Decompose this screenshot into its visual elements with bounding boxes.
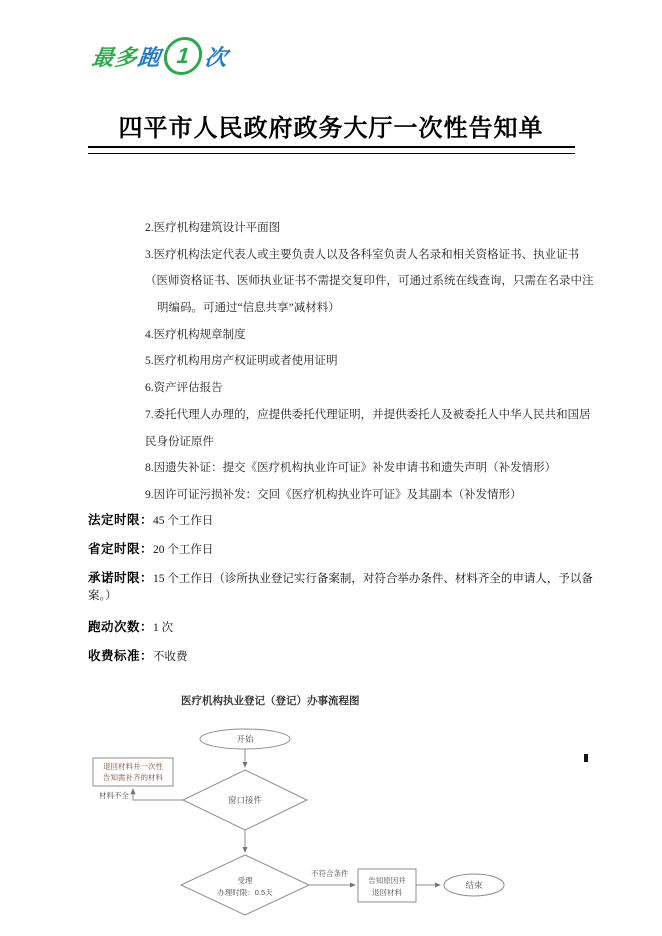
label-row-statutory <box>88 512 580 530</box>
stray-mark <box>584 754 588 762</box>
label-name: 跑动次数： <box>88 620 154 634</box>
list-item: 3.医疗机构法定代表人或主要负责人以及各科室负责人名录和相关资格证书、执业证书 <box>145 248 580 261</box>
flowchart-title: 医疗机构执业登记（登记）办事流程图 <box>181 696 360 707</box>
list-item: 2.医疗机构建筑设计平面图 <box>145 222 281 234</box>
title-divider <box>88 146 575 154</box>
list-item: 民身份证原件 <box>145 435 214 448</box>
list-item: 明编码。可通过“信息共享”减材料） <box>157 302 340 315</box>
requirements-list <box>145 215 594 509</box>
flow-notify-label-line2: 退回材料 <box>372 888 402 897</box>
flow-end-label: 结束 <box>465 880 483 890</box>
label-value: 20 个工作日 <box>153 544 214 556</box>
label-row-trips <box>88 619 580 637</box>
list-item: 4.医疗机构规章制度 <box>145 328 246 341</box>
label-value: 1 次 <box>153 622 174 634</box>
flow-decision1-label: 窗口接件 <box>227 795 263 805</box>
logo-text-pao: 跑 <box>136 44 163 70</box>
flow-decision2-node <box>181 855 309 915</box>
label-name: 承诺时限： <box>88 571 154 585</box>
label-value-wrap: 案。） <box>88 590 117 602</box>
list-item: 8.因遗失补证：提交《医疗机构执业许可证》补发申请书和遗失声明（补发情形） <box>145 462 557 475</box>
flow-edge-label-incomplete: 材料不全 <box>99 791 129 800</box>
flow-arrow-decision1-to-reject <box>133 789 183 800</box>
label-value: 不收费 <box>153 651 188 663</box>
label-row-promise <box>88 570 593 605</box>
flow-decision2-label-line2: 办理时限：0.5天 <box>217 888 273 897</box>
flow-start-label: 开始 <box>236 734 254 744</box>
label-name: 收费标准： <box>88 649 154 663</box>
flow-reject-label-line2: 告知需补齐的材料 <box>103 773 163 782</box>
zuiduopao-yici-logo <box>89 30 231 82</box>
process-flowchart <box>85 690 605 936</box>
time-limit-section <box>88 512 593 677</box>
logo-one-badge: 1 <box>162 37 204 75</box>
list-item: 7.委托代理人办理的，应提供委托代理证明，并提供委托人及被委托人中华人民共和国居 <box>145 408 591 421</box>
logo-text-zuiduo: 最多 <box>90 44 140 70</box>
flow-edge-label-unqualified: 不符合条件 <box>311 869 349 878</box>
label-row-province <box>88 541 580 559</box>
flow-notify-label-line1: 告知原因并 <box>368 876 406 885</box>
flow-notify-rect <box>358 869 416 902</box>
list-item: 5.医疗机构用房产权证明或者使用证明 <box>145 355 338 368</box>
list-item: 6.资产评估报告 <box>145 382 223 395</box>
list-item: 9.因许可证污损补发：交回《医疗机构执业许可证》及其副本（补发情形） <box>145 488 522 501</box>
label-name: 省定时限： <box>88 542 154 556</box>
page-title: 四平市人民政府政务大厅一次性告知单 <box>118 115 544 142</box>
logo-text-ci: 次 <box>203 44 230 70</box>
label-row-fee <box>88 648 580 666</box>
flow-reject-label-line1: 退回材料并一次性 <box>103 762 163 771</box>
list-item: （医师资格证书、医师执业证书不需提交复印件，可通过系统在线查询，只需在名录中注 <box>145 275 594 288</box>
label-value: 45 个工作日 <box>153 515 214 527</box>
label-name: 法定时限： <box>88 513 154 527</box>
label-value: 15 个工作日（诊所执业登记实行备案制，对符合举办条件、材料齐全的申请人，予以备 <box>153 573 593 585</box>
flow-decision2-label-line1: 受理 <box>237 876 253 885</box>
